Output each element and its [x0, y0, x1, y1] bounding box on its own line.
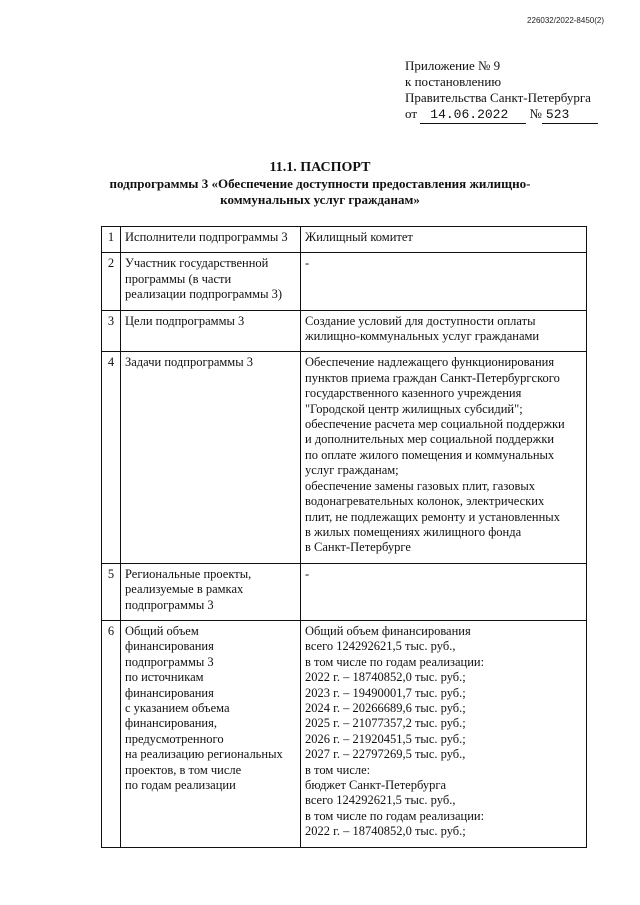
appendix-block — [405, 58, 598, 124]
row-label-line: Общий объем — [125, 623, 199, 638]
row-label-line: подпрограммы 3 — [125, 597, 214, 612]
row-value-line: - — [305, 256, 310, 271]
row-value-line: водонагревательных колонок, электрических — [305, 494, 545, 509]
table-row — [102, 563, 587, 620]
row-value-line: в том числе: — [305, 762, 371, 777]
row-value — [301, 227, 587, 253]
row-label-line: реализации подпрограммы 3) — [125, 287, 283, 302]
document-code: 226032/2022-8450(2) — [527, 16, 604, 25]
appendix-date-line — [405, 106, 598, 124]
row-value — [301, 620, 587, 847]
row-value-line: Жилищный комитет — [305, 230, 413, 244]
row-value-line: всего 124292621,5 тыс. руб., — [305, 793, 456, 808]
heading-subtitle-line-2: коммунальных услуг гражданам» — [220, 192, 420, 207]
row-value-line: Общий объем финансирования — [305, 623, 471, 638]
row-value-line: Обеспечение надлежащего функционирования — [305, 355, 555, 370]
row-label — [121, 227, 301, 253]
row-label — [121, 310, 301, 352]
row-value — [301, 310, 587, 352]
date-prefix: от — [405, 106, 418, 121]
heading-subtitle-line-1: подпрограммы 3 «Обеспечение доступности предоставления жилищно- — [109, 176, 531, 191]
row-value-line: всего 124292621,5 тыс. руб., — [305, 639, 456, 654]
row-value-line: в том числе по годам реализации: — [305, 808, 485, 823]
row-value-line: в Санкт-Петербурге — [305, 540, 411, 555]
table-row — [102, 352, 587, 563]
row-value-line: бюджет Санкт-Петербурга — [305, 778, 447, 792]
row-label-line: финансирования — [125, 685, 214, 700]
row-label-line: финансирования, — [125, 716, 217, 731]
row-value-line: "Городской центр жилищных субсидий"; — [305, 401, 523, 416]
row-value-line: пунктов приема граждан Санкт-Петербургского — [305, 370, 560, 385]
row-label-line: программы (в части — [125, 271, 232, 286]
row-value-line: в жилых помещениях жилищного фонда — [305, 524, 522, 539]
row-value-line: плит, не подлежащих ремонту и установленных — [305, 509, 560, 524]
row-label-line: Участник государственной — [125, 256, 269, 271]
row-label-line: предусмотренного — [125, 731, 224, 746]
row-value-line: государственного казенного учреждения — [305, 386, 522, 401]
table-row — [102, 227, 587, 253]
row-label — [121, 253, 301, 310]
row-value-line: жилищно-коммунальных услуг гражданами — [305, 329, 540, 344]
row-label-line: Задачи подпрограммы 3 — [125, 355, 253, 370]
row-value-line: 2025 г. – 21077357,2 тыс. руб.; — [305, 716, 466, 731]
row-value-line: и дополнительных мер социальной поддержки — [305, 432, 555, 447]
row-number: 6 — [102, 620, 121, 847]
passport-table-body — [102, 227, 587, 848]
table-row — [102, 310, 587, 352]
row-number: 5 — [102, 563, 121, 620]
table-row — [102, 620, 587, 847]
row-value-line: 2024 г. – 20266689,6 тыс. руб.; — [305, 700, 466, 715]
row-label-line: Исполнители подпрограммы 3 — [125, 230, 288, 244]
row-label-line: финансирования — [125, 639, 214, 654]
row-value-line: - — [305, 566, 310, 581]
row-label-line: проектов, в том числе — [125, 762, 242, 777]
row-label — [121, 620, 301, 847]
row-label — [121, 563, 301, 620]
row-label-line: с указанием объема — [125, 700, 230, 715]
row-number: 3 — [102, 310, 121, 352]
row-value-line: 2026 г. – 21920451,5 тыс. руб.; — [305, 731, 466, 746]
row-number: 4 — [102, 352, 121, 563]
passport-heading — [0, 160, 640, 208]
row-number: 1 — [102, 227, 121, 253]
row-number: 2 — [102, 253, 121, 310]
row-label-line: на реализацию региональных — [125, 747, 283, 762]
row-value-line: 2023 г. – 19490001,7 тыс. руб.; — [305, 685, 466, 700]
row-value-line: Создание условий для доступности оплаты — [305, 313, 536, 328]
appendix-line-2: к постановлению — [405, 74, 502, 89]
row-label-line: Цели подпрограммы 3 — [125, 313, 245, 328]
row-value-line: 2022 г. – 18740852,0 тыс. руб.; — [305, 824, 466, 839]
row-value — [301, 253, 587, 310]
row-label-line: Региональные проекты, — [125, 566, 252, 581]
row-value-line: в том числе по годам реализации: — [305, 654, 485, 669]
row-value — [301, 563, 587, 620]
row-value-line: 2027 г. – 22797269,5 тыс. руб., — [305, 747, 466, 762]
row-label-line: подпрограммы 3 — [125, 654, 214, 669]
row-value-line: по оплате жилого помещения и коммунальных — [305, 447, 555, 462]
row-label — [121, 352, 301, 563]
resolution-number: 523 — [542, 107, 598, 124]
row-value-line: обеспечение расчета мер социальной поддержки — [305, 417, 565, 432]
appendix-line-3: Правительства Санкт-Петербурга — [405, 90, 591, 105]
table-row — [102, 253, 587, 310]
row-value-line: 2022 г. – 18740852,0 тыс. руб.; — [305, 670, 466, 685]
row-label-line: реализуемые в рамках — [125, 582, 244, 597]
row-value-line: обеспечение замены газовых плит, газовых — [305, 478, 536, 493]
row-value — [301, 352, 587, 563]
row-label-line: по источникам — [125, 670, 204, 685]
row-label-line: по годам реализации — [125, 778, 236, 792]
number-prefix: № — [529, 106, 542, 121]
passport-table — [101, 226, 587, 848]
heading-title: 11.1. ПАСПОРТ — [269, 160, 371, 175]
row-value-line: услуг гражданам; — [305, 463, 399, 478]
resolution-date: 14.06.2022 — [420, 107, 526, 124]
appendix-line-1: Приложение № 9 — [405, 58, 501, 73]
